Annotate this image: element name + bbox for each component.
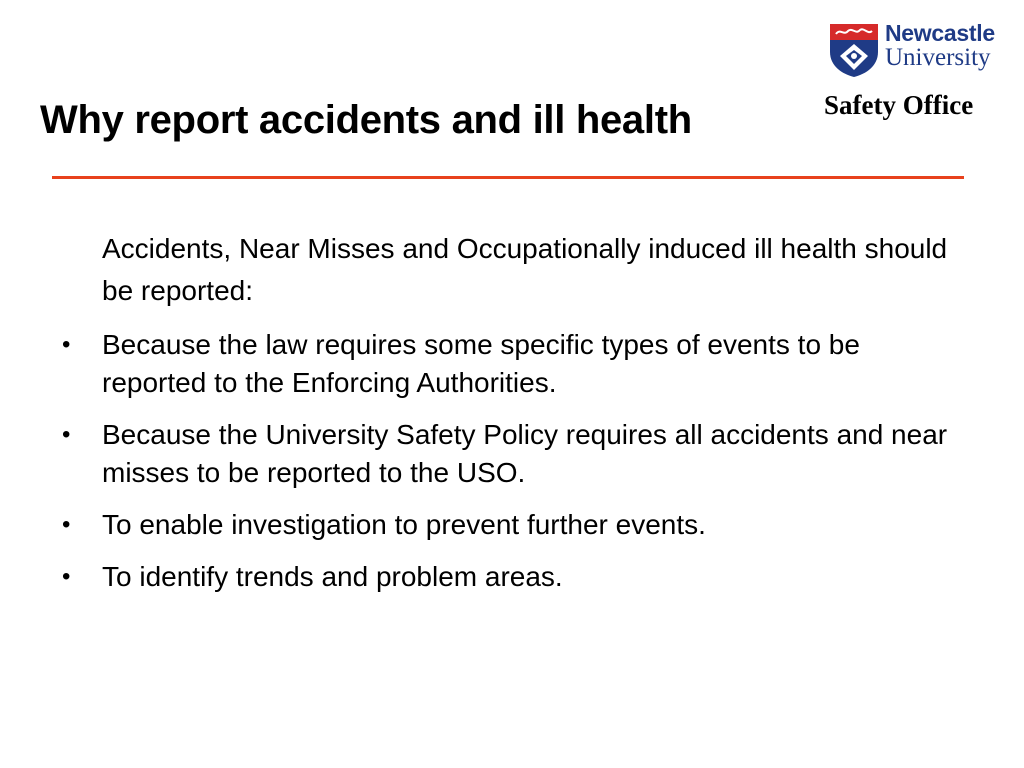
office-label: Safety Office — [824, 90, 974, 120]
bullet-item — [60, 416, 960, 492]
logo-wordmark-line1: Newcastle — [885, 20, 995, 46]
bullet-list — [60, 326, 960, 596]
slide-body — [60, 228, 960, 596]
title-divider — [52, 176, 964, 179]
bullet-text: To enable investigation to prevent further events. — [102, 509, 706, 540]
bullet-icon: • — [62, 331, 71, 358]
slide-title: Why report accidents and ill health — [40, 98, 692, 142]
bullet-text: To identify trends and problem areas. — [102, 561, 563, 592]
bullet-item — [60, 506, 960, 544]
bullet-icon: • — [62, 563, 71, 590]
university-crest-icon — [828, 22, 880, 78]
bullet-item — [60, 326, 960, 402]
logo-wordmark-line2: University — [885, 44, 991, 71]
bullet-icon: • — [62, 511, 71, 538]
university-logo — [828, 20, 1018, 82]
bullet-item — [60, 558, 960, 596]
intro-text: Accidents, Near Misses and Occupationally induced ill health should be reported: — [102, 233, 948, 306]
bullet-icon: • — [62, 421, 71, 448]
bullet-text: Because the University Safety Policy requires all accidents and near misses to be reported to the USO. — [102, 419, 948, 488]
bullet-text: Because the law requires some specific types of events to be reported to the Enforcing Authorities. — [102, 329, 860, 398]
